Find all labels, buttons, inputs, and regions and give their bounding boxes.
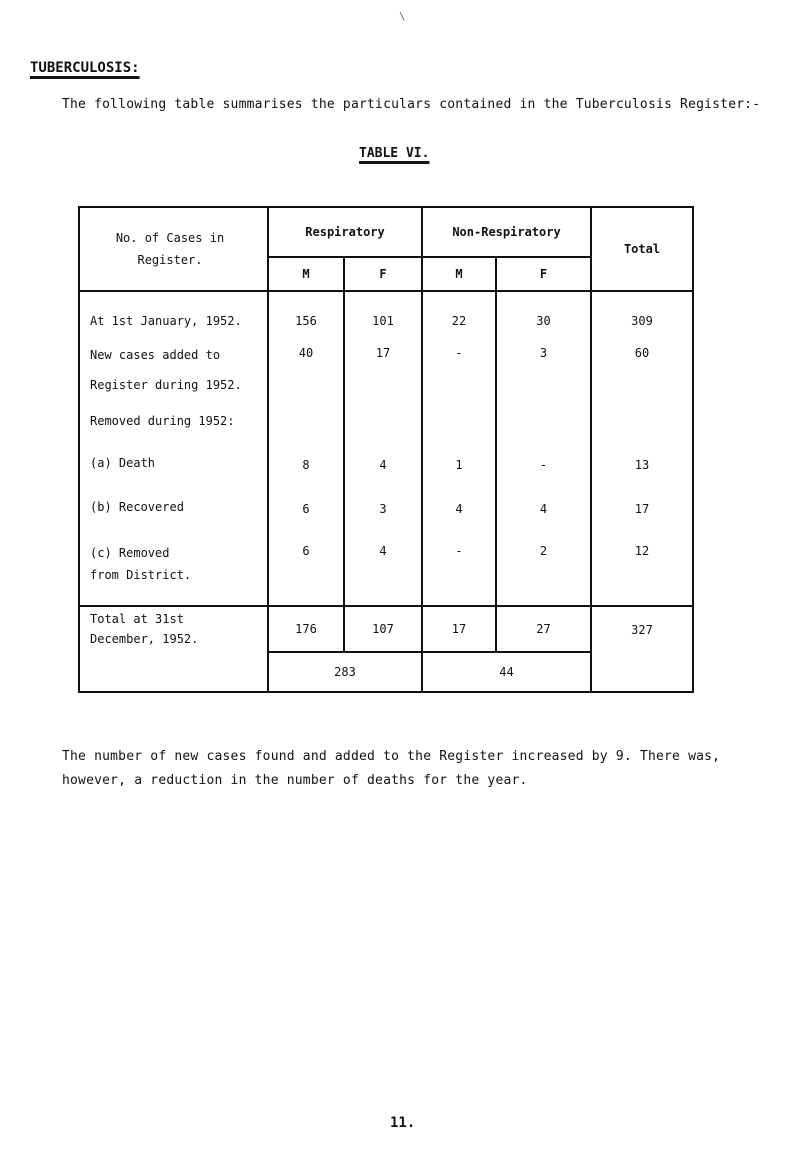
table-cell: 40 [268, 334, 344, 402]
table-cell: 8 [268, 440, 344, 484]
sub-header-m: M [422, 257, 496, 291]
table-cell: 4 [496, 484, 591, 530]
total-cell: 176 [268, 606, 344, 652]
table-cell: 156 [268, 291, 344, 334]
row-label: At 1st January, 1952. [79, 291, 268, 334]
table-cell [422, 402, 496, 440]
table-cell: 2 [496, 530, 591, 606]
table-cell [268, 402, 344, 440]
table-cell: 4 [344, 440, 422, 484]
table-cell: 3 [344, 484, 422, 530]
page-number: 11. [390, 1115, 416, 1131]
table-cell: 309 [591, 291, 693, 334]
table-cell: 17 [344, 334, 422, 402]
table-cell: 30 [496, 291, 591, 334]
group-header-respiratory: Respiratory [268, 207, 422, 257]
table-cell: 12 [591, 530, 693, 606]
section-heading: TUBERCULOSIS: [30, 60, 140, 76]
column-header-total: Total [591, 207, 693, 291]
non-respiratory-total-cell: 44 [422, 652, 591, 692]
row-label: (b) Recovered [79, 484, 268, 530]
closing-paragraph: The number of new cases found and added to the Register increased by 9. There was, however, a reduction in the number of deaths for the year. [62, 749, 721, 788]
table-cell [496, 402, 591, 440]
table-cell: - [496, 440, 591, 484]
sub-header-f: F [344, 257, 422, 291]
table-cell: - [422, 530, 496, 606]
table-cell [591, 402, 693, 440]
table-cell: 60 [591, 334, 693, 402]
table-cell [344, 402, 422, 440]
row-label: (a) Death [79, 440, 268, 484]
table-cell: - [422, 334, 496, 402]
table-cell: 6 [268, 530, 344, 606]
table-cell: 22 [422, 291, 496, 334]
group-header-non-respiratory: Non-Respiratory [422, 207, 591, 257]
sub-header-m: M [268, 257, 344, 291]
table-cell: 13 [591, 440, 693, 484]
total-cell: 17 [422, 606, 496, 652]
table-cell: 3 [496, 334, 591, 402]
total-cell: 27 [496, 606, 591, 652]
table-cell: 1 [422, 440, 496, 484]
table-cell: 4 [422, 484, 496, 530]
intro-paragraph: The following table summarises the particulars contained in the Tuberculosis Register:- [62, 97, 761, 112]
table-cell: 101 [344, 291, 422, 334]
corner-mark: \ [399, 10, 406, 23]
total-cell: 107 [344, 606, 422, 652]
tuberculosis-register-table [78, 206, 692, 679]
grand-total-cell: 327 [591, 606, 693, 692]
row-label: New cases added to Register during 1952. [79, 334, 268, 402]
respiratory-total-cell: 283 [268, 652, 422, 692]
table-title: TABLE VI. [359, 146, 430, 161]
sub-header-f: F [496, 257, 591, 291]
row-label: (c) Removed from District. [79, 530, 268, 606]
row-label: Removed during 1952: [79, 402, 268, 440]
table-cell: 6 [268, 484, 344, 530]
table-cell: 17 [591, 484, 693, 530]
column-header-cases: No. of Cases in Register. [79, 207, 268, 291]
table-cell: 4 [344, 530, 422, 606]
total-row-label: Total at 31st December, 1952. [79, 606, 268, 692]
